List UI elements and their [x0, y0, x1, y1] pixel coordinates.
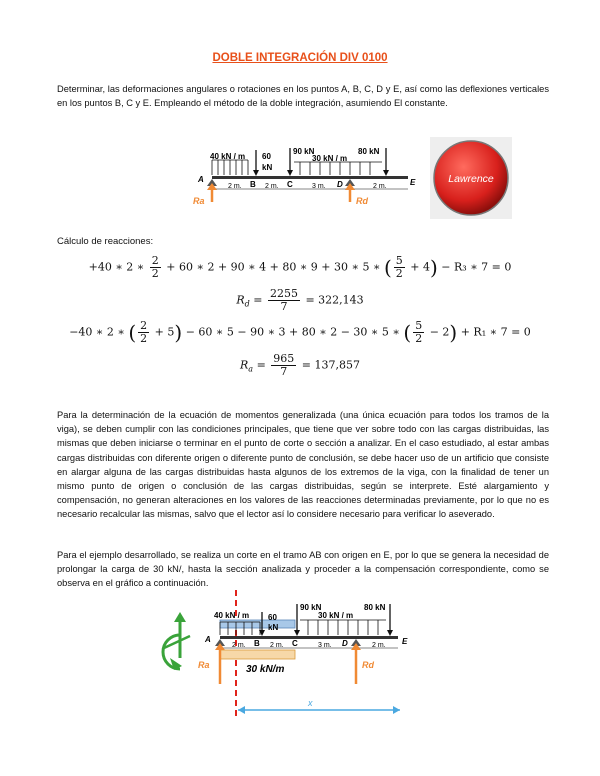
eq1-part3: + 4 [410, 260, 430, 274]
d2-dim-ab: 2 m. [232, 642, 246, 649]
d2-load-80: 80 kN [364, 603, 386, 612]
eq4-lhs: R [240, 358, 249, 372]
load-90: 90 kN [293, 147, 315, 156]
d2-dim-de: 2 m. [372, 642, 386, 649]
logo-container [430, 137, 512, 219]
eq1-frac1-num: 2 [151, 254, 159, 267]
dim-bc: 2 m. [265, 183, 279, 190]
load-30: 30 kN / m [312, 154, 348, 163]
d2-point-a: A [205, 635, 211, 644]
eq3-frac2-num: 5 [415, 319, 423, 332]
eq3-part5: + R₁ ∗ 7 = 0 [460, 325, 531, 339]
eq2-sub: d [244, 299, 250, 309]
d2-reaction-d: Rd [362, 660, 374, 670]
eq2-den: 7 [280, 300, 288, 313]
d2-load-90: 90 kN [300, 603, 322, 612]
point-a: A [198, 175, 204, 184]
eq2-lhs: R [236, 293, 245, 307]
load-60-a: 60 [262, 152, 271, 161]
load-60-b: kN [262, 163, 273, 172]
d2-point-e: E [402, 637, 408, 646]
sign-convention-icon [163, 612, 190, 670]
reaction-d: Rd [356, 196, 368, 206]
page-title: DOBLE INTEGRACIÓN DIV 0100 [212, 52, 388, 64]
equation-moments-d: −40 ∗ 2 ∗ ( $\frac{2}{2}$ + 5) − 60 ∗ 5 − 90 ∗ 3 + 80 ∗ 2 − 30 ∗ 5 ∗ ( $\frac{5}{2}$ − 2) + R₁ ∗ 7 = 0 [69, 319, 531, 345]
eq3-part1: −40 ∗ 2 ∗ [69, 325, 125, 339]
equation-rd [0, 288, 600, 313]
lawrence-logo [430, 137, 512, 219]
beam-diagram-2 [150, 590, 450, 720]
eq3-frac1-den: 2 [140, 332, 148, 345]
eq4-eq: = [256, 358, 266, 372]
dim-de: 2 m. [373, 183, 387, 190]
equation-ra [0, 353, 600, 378]
eq3-part2: + 5 [154, 325, 175, 339]
d2-load-60-b: kN [268, 623, 279, 632]
eq3-part4: − 2 [429, 325, 450, 339]
point-d: D [337, 180, 343, 189]
example-paragraph: Para el ejemplo desarrollado, se realiza un corte en el tramo AB con origen en E, por lo que se genera la necesidad de prolongar la carga de 30 kN/, hasta la sección analizada y proceder a la compensación correspondiente, como se observa en el gráfico a continuación. [57, 550, 549, 589]
logo-text: Lawrence [448, 173, 494, 185]
d2-load-40: 40 kN / m [214, 611, 250, 620]
point-b: B [250, 180, 256, 189]
d2-point-c: C [292, 639, 298, 648]
load-80: 80 kN [358, 147, 380, 156]
d2-point-d: D [342, 639, 348, 648]
reaction-a: Ra [193, 196, 205, 206]
equation-moments-a: +40 ∗ 2 ∗ $\frac{2}{2}$ + 60 ∗ 2 + 90 ∗ 4 + 80 ∗ 9 + 30 ∗ 5 ∗ ( $\frac{5}{2}$ + 4) − R₃ ∗ 7 = 0 [88, 254, 512, 280]
eq1-part1: +40 ∗ 2 ∗ [88, 260, 145, 274]
eq2-num: 2255 [269, 287, 298, 300]
eq1-frac2-den: 2 [395, 267, 403, 280]
eq3-part3: − 60 ∗ 5 − 90 ∗ 3 + 80 ∗ 2 − 30 ∗ 5 ∗ [185, 325, 400, 339]
eq1-frac2-num: 5 [395, 254, 403, 267]
comp-load-label: 30 kN/m [246, 664, 285, 675]
x-label: x [308, 698, 313, 708]
eq1-frac1-den: 2 [151, 267, 159, 280]
dim-ab: 2 m. [228, 183, 242, 190]
eq3-frac2-den: 2 [415, 332, 423, 345]
d2-dim-cd: 3 m. [318, 642, 332, 649]
beam-diagram-1 [190, 140, 430, 212]
eq4-sub: a [248, 364, 254, 374]
eq2-result: = 322,143 [305, 293, 364, 307]
explanation-paragraph: Para la determinación de la ecuación de momentos generalizada (una única ecuación para todos los tramos de la viga), se deben cumplir con las condiciones principales, que tiene que ver sobre todo con las cargas distribuidas, las mismas que deben iniciarse o terminar en el punto de corte o sección a analizar. En el caso estudiado, al estar ambas cargas distribuidas con diferente origen o diferente punto de conclusión, se debe hacer uso de un artificio que consiste en alargar alguna de las cargas distribuidas hasta algunos de los extremos de la viga, con la finalidad de tener un mismo punto de origen o conclusión de las cargas distribuidas, según se interprete. Esté alargamiento y compensación, no generan alteraciones en los valores de las reacciones determinadas previamente, por lo que no es necesario recalcular las mismas, salvo que el lector así lo considere necesario para verificar lo aseverado. [57, 410, 549, 520]
calc-heading: Cálculo de reacciones: [57, 236, 154, 247]
d2-dim-bc: 2 m. [270, 642, 284, 649]
d2-reaction-a: Ra [198, 660, 210, 670]
d2-load-60-a: 60 [268, 613, 277, 622]
load-40: 40 kN / m [210, 152, 246, 161]
eq1-part2: + 60 ∗ 2 + 90 ∗ 4 + 80 ∗ 9 + 30 ∗ 5 ∗ [166, 260, 381, 274]
eq4-den: 7 [280, 365, 288, 378]
eq4-result: = 137,857 [301, 358, 360, 372]
eq4-num: 965 [273, 352, 295, 365]
problem-statement: Determinar, las deformaciones angulares o rotaciones en los puntos A, B, C, D y E, así como las deflexiones verticales en los puntos B, C y E. Empleando el método de la doble integración, asumiendo El constante. [57, 84, 549, 109]
eq2-eq: = [253, 293, 263, 307]
point-e: E [410, 178, 416, 187]
eq3-frac1-num: 2 [140, 319, 148, 332]
d2-point-b: B [254, 639, 260, 648]
eq1-part4: − R₃ ∗ 7 = 0 [441, 260, 512, 274]
d2-load-30: 30 kN / m [318, 611, 354, 620]
point-c: C [287, 180, 293, 189]
dim-cd: 3 m. [312, 183, 326, 190]
